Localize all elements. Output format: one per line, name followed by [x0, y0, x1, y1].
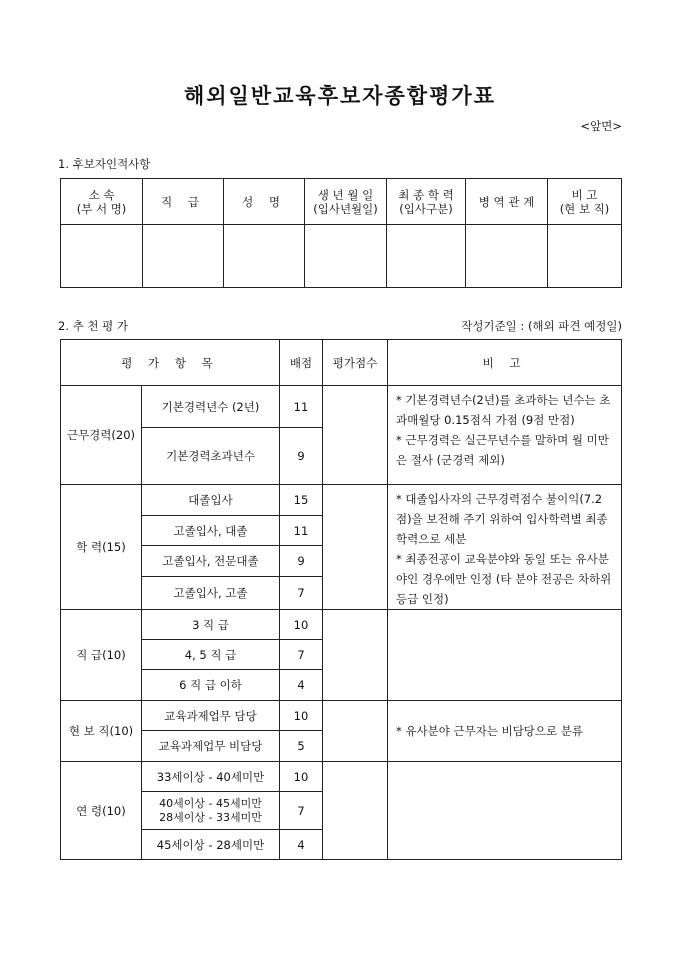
item-label: 45세이상 - 28세미만 — [142, 830, 280, 860]
note-age — [388, 762, 622, 860]
item-score: 7 — [280, 792, 323, 830]
item-label: 기본경력년수 (2년) — [142, 386, 280, 428]
candidate-info-table — [60, 178, 622, 288]
col-department: 소 속 (부 서 명) — [61, 179, 143, 225]
item-label: 기본경력초과년수 — [142, 428, 280, 485]
item-score: 9 — [280, 546, 323, 577]
item-label: 교육과제업무 비담당 — [142, 731, 280, 762]
item-label: 대졸입사 — [142, 485, 280, 516]
base-date: 작성기준일 : (해외 파견 예정일) — [461, 319, 622, 333]
item-label: 고졸입사, 고졸 — [142, 577, 280, 610]
page-title: 해외일반교육후보자종합평가표 — [183, 83, 496, 108]
item-score: 10 — [280, 610, 323, 640]
item-score: 11 — [280, 386, 323, 428]
item-score: 10 — [280, 701, 323, 731]
group-education: 학 력(15) — [61, 485, 142, 610]
eval-cell-education[interactable] — [323, 485, 388, 610]
header-note: 비 고 — [388, 340, 622, 386]
item-label: 40세이상 - 45세미만 28세이상 - 33세미만 — [142, 792, 280, 830]
group-career: 근무경력(20) — [61, 386, 142, 485]
department-cell[interactable] — [61, 225, 143, 288]
col-remarks: 비 고 (현 보 직) — [548, 179, 622, 225]
candidate-header-row — [61, 179, 622, 225]
note-education: * 대졸입사자의 근무경력점수 불이익(7.2점)을 보전해 주기 위하여 입사학력별 최종학력으로 세분 * 최종전공이 교육분야와 동일 또는 유사분야인 경우에만 인정 (타 분야 전공은 차하위 등급 인정) — [388, 485, 622, 610]
candidate-entry-row — [61, 225, 622, 288]
evaluation-header-row — [61, 340, 622, 386]
item-score: 15 — [280, 485, 323, 516]
item-label: 3 직 급 — [142, 610, 280, 640]
table-row — [61, 762, 622, 792]
birthdate-cell[interactable] — [305, 225, 387, 288]
group-position: 현 보 직(10) — [61, 701, 142, 762]
group-age: 연 령(10) — [61, 762, 142, 860]
item-score: 7 — [280, 640, 323, 670]
header-score: 배점 — [280, 340, 323, 386]
item-score: 4 — [280, 830, 323, 860]
col-education: 최 종 학 력 (입사구분) — [387, 179, 466, 225]
page-side-label: <앞면> — [580, 119, 622, 133]
col-name: 성 명 — [224, 179, 305, 225]
item-label: 고졸입사, 대졸 — [142, 515, 280, 546]
table-row — [61, 610, 622, 640]
item-label: 교육과제업무 담당 — [142, 701, 280, 731]
table-row — [61, 701, 622, 731]
item-label: 4, 5 직 급 — [142, 640, 280, 670]
header-eval: 평가점수 — [323, 340, 388, 386]
table-row — [61, 386, 622, 428]
item-label: 33세이상 - 40세미만 — [142, 762, 280, 792]
col-grade: 직 급 — [143, 179, 224, 225]
name-cell[interactable] — [224, 225, 305, 288]
military-cell[interactable] — [466, 225, 548, 288]
evaluation-table — [60, 339, 622, 860]
item-score: 11 — [280, 515, 323, 546]
group-grade: 직 급(10) — [61, 610, 142, 701]
item-label: 6 직 급 이하 — [142, 670, 280, 701]
eval-cell-position[interactable] — [323, 701, 388, 762]
eval-cell-age[interactable] — [323, 762, 388, 860]
item-score: 7 — [280, 577, 323, 610]
item-score: 5 — [280, 731, 323, 762]
note-career: * 기본경력년수(2년)를 초과하는 년수는 초과매월당 0.15점식 가점 (9점 만점) * 근무경력은 실근무년수를 말하며 월 미만은 절사 (군경력 제외) — [388, 386, 622, 485]
col-military: 병 역 관 계 — [466, 179, 548, 225]
eval-cell-career[interactable] — [323, 386, 388, 485]
remarks-cell[interactable] — [548, 225, 622, 288]
section1-heading: 1. 후보자인적사항 — [58, 157, 151, 171]
eval-cell-grade[interactable] — [323, 610, 388, 701]
col-birthdate: 생 년 월 일 (입사년월일) — [305, 179, 387, 225]
note-position: * 유사분야 근무자는 비담당으로 분류 — [388, 701, 622, 762]
section2-heading: 2. 추 천 평 가 — [58, 319, 129, 333]
header-item: 평 가 항 목 — [61, 340, 280, 386]
item-score: 4 — [280, 670, 323, 701]
grade-cell[interactable] — [143, 225, 224, 288]
item-label: 고졸입사, 전문대졸 — [142, 546, 280, 577]
item-score: 10 — [280, 762, 323, 792]
item-score: 9 — [280, 428, 323, 485]
table-row — [61, 485, 622, 516]
note-grade — [388, 610, 622, 701]
education-cell[interactable] — [387, 225, 466, 288]
